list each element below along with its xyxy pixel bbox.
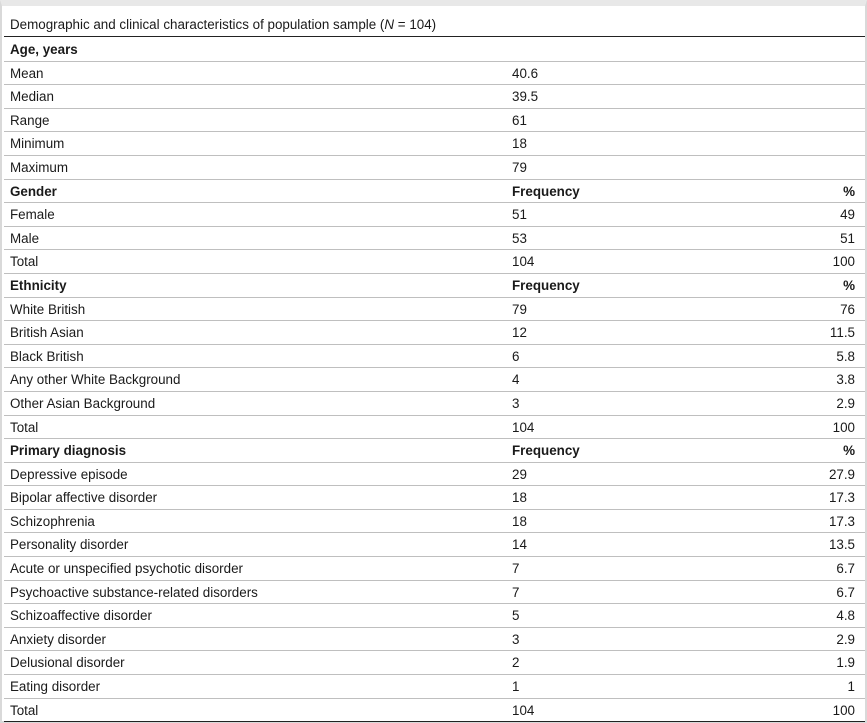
row-label: Anxiety disorder: [10, 631, 107, 647]
frequency-column-header: Frequency: [512, 443, 580, 459]
table-row: [4, 463, 865, 487]
caption-n-symbol: N: [384, 17, 395, 32]
row-label: Delusional disorder: [10, 655, 125, 671]
row-label: Maximum: [10, 159, 69, 175]
table-row: [4, 227, 865, 251]
row-frequency: 104: [512, 254, 535, 270]
row-frequency: 3: [512, 631, 520, 647]
row-percent: 13.5: [828, 537, 855, 553]
table-row: [4, 533, 865, 557]
row-label: Median: [10, 89, 54, 105]
table-row: [4, 699, 865, 723]
top-rule: [4, 36, 865, 37]
row-value: 79: [512, 159, 527, 175]
row-frequency: 79: [512, 301, 527, 317]
row-percent: 100: [832, 254, 855, 270]
row-label: Schizophrenia: [10, 513, 95, 529]
percent-column-header: %: [843, 443, 855, 459]
ethnicity-heading: Ethnicity: [10, 277, 67, 293]
row-value: 18: [512, 136, 527, 152]
table-row: [4, 651, 865, 675]
row-frequency: 104: [512, 419, 535, 435]
row-percent: 6.7: [836, 561, 855, 577]
table-row: [4, 581, 865, 605]
table-row: [4, 132, 865, 156]
table-row: [4, 675, 865, 699]
row-percent: 1: [847, 679, 855, 695]
row-frequency: 3: [512, 395, 520, 411]
row-value: 61: [512, 112, 527, 128]
row-frequency: 7: [512, 584, 520, 600]
diagnosis-heading: Primary diagnosis: [10, 443, 127, 459]
table-row: [4, 62, 865, 86]
frequency-column-header: Frequency: [512, 277, 580, 293]
row-label: Total: [10, 702, 39, 718]
caption-prefix: Demographic and clinical characteristics of population sample (: [10, 17, 385, 32]
row-value: 40.6: [512, 65, 539, 81]
table-row: [4, 510, 865, 534]
age-heading: Age, years: [10, 42, 78, 57]
table-row: [4, 628, 865, 652]
table-row: [4, 85, 865, 109]
table-row: [4, 250, 865, 274]
percent-column-header: %: [843, 277, 855, 293]
row-percent: 2.9: [836, 631, 855, 647]
table-caption: [10, 14, 436, 36]
table-row: [4, 345, 865, 369]
row-frequency: 5: [512, 608, 520, 624]
row-frequency: 12: [512, 325, 527, 341]
section-header-diagnosis: [4, 439, 865, 463]
row-label: Mean: [10, 65, 44, 81]
table-row: [4, 416, 865, 440]
row-frequency: 104: [512, 702, 535, 718]
row-percent: 5.8: [836, 348, 855, 364]
frequency-column-header: Frequency: [512, 183, 580, 199]
row-frequency: 2: [512, 655, 520, 671]
row-label: Male: [10, 230, 40, 246]
row-label: Female: [10, 207, 55, 223]
row-label: Schizoaffective disorder: [10, 608, 152, 624]
row-label: Depressive episode: [10, 466, 128, 482]
row-frequency: 53: [512, 230, 527, 246]
table-row: [4, 368, 865, 392]
row-label: White British: [10, 301, 86, 317]
row-label: Any other White Background: [10, 372, 181, 388]
row-percent: 11.5: [829, 325, 855, 341]
row-label: Personality disorder: [10, 537, 129, 553]
row-percent: 1.9: [836, 655, 855, 671]
section-header-age: [4, 38, 865, 62]
row-label: Acute or unspecified psychotic disorder: [10, 561, 243, 577]
row-label: Psychoactive substance-related disorders: [10, 584, 258, 600]
table-row: [4, 486, 865, 510]
row-percent: 3.8: [836, 372, 855, 388]
table-row: [4, 321, 865, 345]
row-percent: 17.3: [828, 490, 855, 506]
table-row: [4, 392, 865, 416]
table-row: [4, 298, 865, 322]
row-percent: 51: [840, 230, 855, 246]
row-frequency: 6: [512, 348, 520, 364]
row-label: Total: [10, 419, 39, 435]
table-row: [4, 156, 865, 180]
row-label: British Asian: [10, 325, 84, 341]
section-header-ethnicity: [4, 274, 865, 298]
row-label: Bipolar affective disorder: [10, 490, 158, 506]
row-frequency: 14: [512, 537, 527, 553]
table-row: [4, 109, 865, 133]
row-label: Eating disorder: [10, 679, 101, 695]
table-row: [4, 604, 865, 628]
table-row: [4, 557, 865, 581]
row-frequency: 51: [512, 207, 527, 223]
row-percent: 4.8: [836, 608, 855, 624]
row-label: Black British: [10, 348, 84, 364]
table-body: [4, 38, 865, 722]
row-percent: 27.9: [828, 466, 855, 482]
row-frequency: 1: [512, 679, 520, 695]
row-label: Other Asian Background: [10, 395, 156, 411]
table-row: [4, 203, 865, 227]
row-percent: 100: [832, 419, 855, 435]
row-value: 39.5: [512, 89, 539, 105]
row-label: Range: [10, 112, 50, 128]
section-header-gender: [4, 180, 865, 204]
percent-column-header: %: [843, 183, 855, 199]
row-percent: 6.7: [836, 584, 855, 600]
row-percent: 2.9: [836, 395, 855, 411]
row-frequency: 18: [512, 513, 527, 529]
gender-heading: Gender: [10, 183, 57, 199]
row-frequency: 29: [512, 466, 527, 482]
row-label: Total: [10, 254, 39, 270]
row-frequency: 18: [512, 490, 527, 506]
row-frequency: 7: [512, 561, 520, 577]
caption-suffix: = 104): [394, 17, 437, 32]
row-percent: 49: [840, 207, 855, 223]
row-percent: 100: [832, 702, 855, 718]
row-label: Minimum: [10, 136, 65, 152]
row-percent: 17.3: [828, 513, 855, 529]
row-percent: 76: [840, 301, 855, 317]
row-frequency: 4: [512, 372, 520, 388]
